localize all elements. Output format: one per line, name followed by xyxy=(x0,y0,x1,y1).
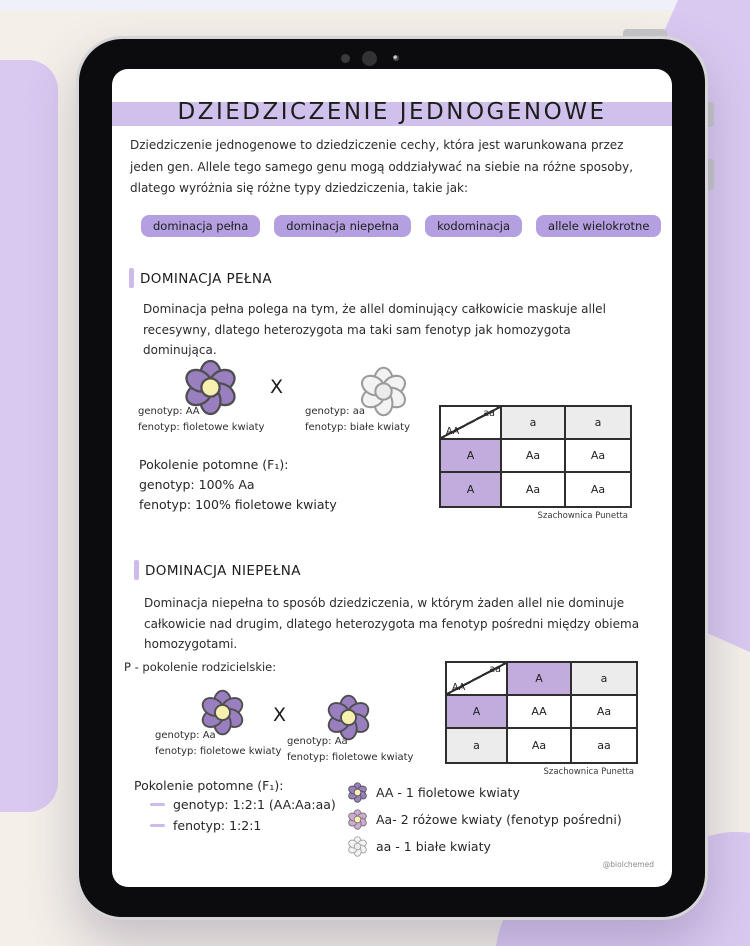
left-purple-shape xyxy=(0,60,58,812)
cross-symbol: X xyxy=(273,704,287,726)
parent2-labels xyxy=(287,734,413,765)
full-dominance-offspring xyxy=(139,455,337,515)
legend-label: Aa- 2 różowe kwiaty (fenotyp pośredni) xyxy=(376,812,622,827)
parent1-labels xyxy=(155,728,281,759)
note-page xyxy=(112,69,672,887)
punnett-square-full-dominance xyxy=(439,405,632,508)
punnett-caption: Szachownica Punetta xyxy=(543,767,634,777)
legend-row xyxy=(347,780,622,805)
legend-label: aa - 1 białe kwiaty xyxy=(376,839,491,854)
white-flower-icon xyxy=(347,836,368,857)
punnett-row-header: A xyxy=(441,440,502,473)
section-heading-incomplete-dominance: DOMINACJA NIEPEŁNA xyxy=(145,563,301,579)
section-accent-bar xyxy=(129,268,134,288)
punnett-corner-cell: aa AA xyxy=(447,663,508,696)
parent1-phenotype-label: fenotyp: fioletowe kwiaty xyxy=(138,421,265,433)
offspring-title: Pokolenie potomne (F₁): xyxy=(139,457,289,472)
parent1-phenotype-label: fenotyp: fioletowe kwiaty xyxy=(155,745,282,757)
legend-label: AA - 1 fioletowe kwiaty xyxy=(376,785,520,800)
front-camera-icon xyxy=(341,54,350,63)
purple-flower-icon xyxy=(347,782,368,803)
dash-bullet-icon xyxy=(150,824,165,828)
legend-row xyxy=(347,834,622,859)
parent1-labels xyxy=(138,404,264,435)
page-title: DZIEDZICZENIE JEDNOGENOWE xyxy=(177,99,607,125)
inheritance-type-tags xyxy=(141,215,661,237)
front-camera-icon xyxy=(362,51,377,66)
punnett-col-header: a xyxy=(572,663,636,696)
parent1-genotype-label: genotyp: Aa xyxy=(155,730,216,741)
punnett-col-header: A xyxy=(508,663,572,696)
intro-paragraph: Dziedziczenie jednogenowe to dziedziczenie cechy, która jest warunkowana przez jeden gen. Allele tego samego genu mogą oddziaływać na siebie na różne sposoby, dlatego wyróżnia się różne typy dziedziczenia, takie jak: xyxy=(130,138,634,195)
parent2-genotype-label: genotyp: aa xyxy=(305,406,365,417)
watermark: @biolchemed xyxy=(602,860,654,869)
legend-row xyxy=(347,807,622,832)
tablet-mockup xyxy=(76,36,708,920)
offspring-phenotype: fenotyp: 100% fioletowe kwiaty xyxy=(139,497,337,512)
punnett-caption: Szachownica Punetta xyxy=(537,511,628,521)
offspring-phenotype: fenotyp: 1:2:1 xyxy=(173,818,262,833)
parent2-labels xyxy=(305,404,410,435)
tablet-bezel xyxy=(76,36,708,920)
punnett-row-header: A xyxy=(447,696,508,729)
punnett-row-header: A xyxy=(441,473,502,506)
punnett-cell: Aa xyxy=(572,696,636,729)
offspring-genotype: genotyp: 1:2:1 (AA:Aa:aa) xyxy=(173,797,336,812)
punnett-corner-cell: aa AA xyxy=(441,407,502,440)
section-heading-full-dominance: DOMINACJA PEŁNA xyxy=(140,271,273,287)
full-dominance-paragraph: Dominacja pełna polega na tym, że allel dominujący całkowicie maskuje allel recesywny, dlatego heterozygota ma taki sam fenotyp jak homozygota dominująca. xyxy=(143,302,606,357)
offspring-genotype-row xyxy=(150,797,336,812)
punnett-col-header: a xyxy=(502,407,566,440)
punnett-cell: Aa xyxy=(502,440,566,473)
punnett-cell: Aa xyxy=(502,473,566,506)
offspring-title: Pokolenie potomne (F₁): xyxy=(134,778,284,793)
punnett-row-header: a xyxy=(447,729,508,762)
section-accent-bar xyxy=(134,560,139,580)
punnett-cell: Aa xyxy=(508,729,572,762)
punnett-cell: AA xyxy=(508,696,572,729)
tag-allele-wielokrotne: allele wielokrotne xyxy=(536,215,661,237)
parent2-genotype-label: genotyp: Aa xyxy=(287,736,348,747)
cross-symbol: X xyxy=(270,376,284,398)
punnett-col-header: a xyxy=(566,407,630,440)
tag-kodominacja: kodominacja xyxy=(425,215,522,237)
punnett-cell: Aa xyxy=(566,440,630,473)
offspring-phenotype-row xyxy=(150,818,261,833)
punnett-square-incomplete-dominance xyxy=(445,661,638,764)
offspring-genotype: genotyp: 100% Aa xyxy=(139,477,255,492)
punnett-cell: aa xyxy=(572,729,636,762)
incomplete-dominance-paragraph: Dominacja niepełna to sposób dziedziczenia, w którym żaden allel nie dominuje całkowicie nad drugim, dlatego heterozygota ma fenotyp pośredni między obiema homozygotami. xyxy=(144,596,640,651)
dash-bullet-icon xyxy=(150,803,165,807)
pink-flower-icon xyxy=(347,809,368,830)
parent1-genotype-label: genotyp: AA xyxy=(138,406,200,417)
parental-generation-label: P - pokolenie rodzicielskie: xyxy=(124,660,277,674)
parent2-phenotype-label: fenotyp: białe kwiaty xyxy=(305,421,411,433)
phenotype-legend xyxy=(347,780,622,859)
parent2-phenotype-label: fenotyp: fioletowe kwiaty xyxy=(287,751,414,763)
top-strip-decoration xyxy=(0,0,750,11)
tag-dominacja-pelna: dominacja pełna xyxy=(141,215,260,237)
tag-dominacja-niepelna: dominacja niepełna xyxy=(274,215,411,237)
camera-sensor-icon xyxy=(393,55,399,61)
punnett-cell: Aa xyxy=(566,473,630,506)
